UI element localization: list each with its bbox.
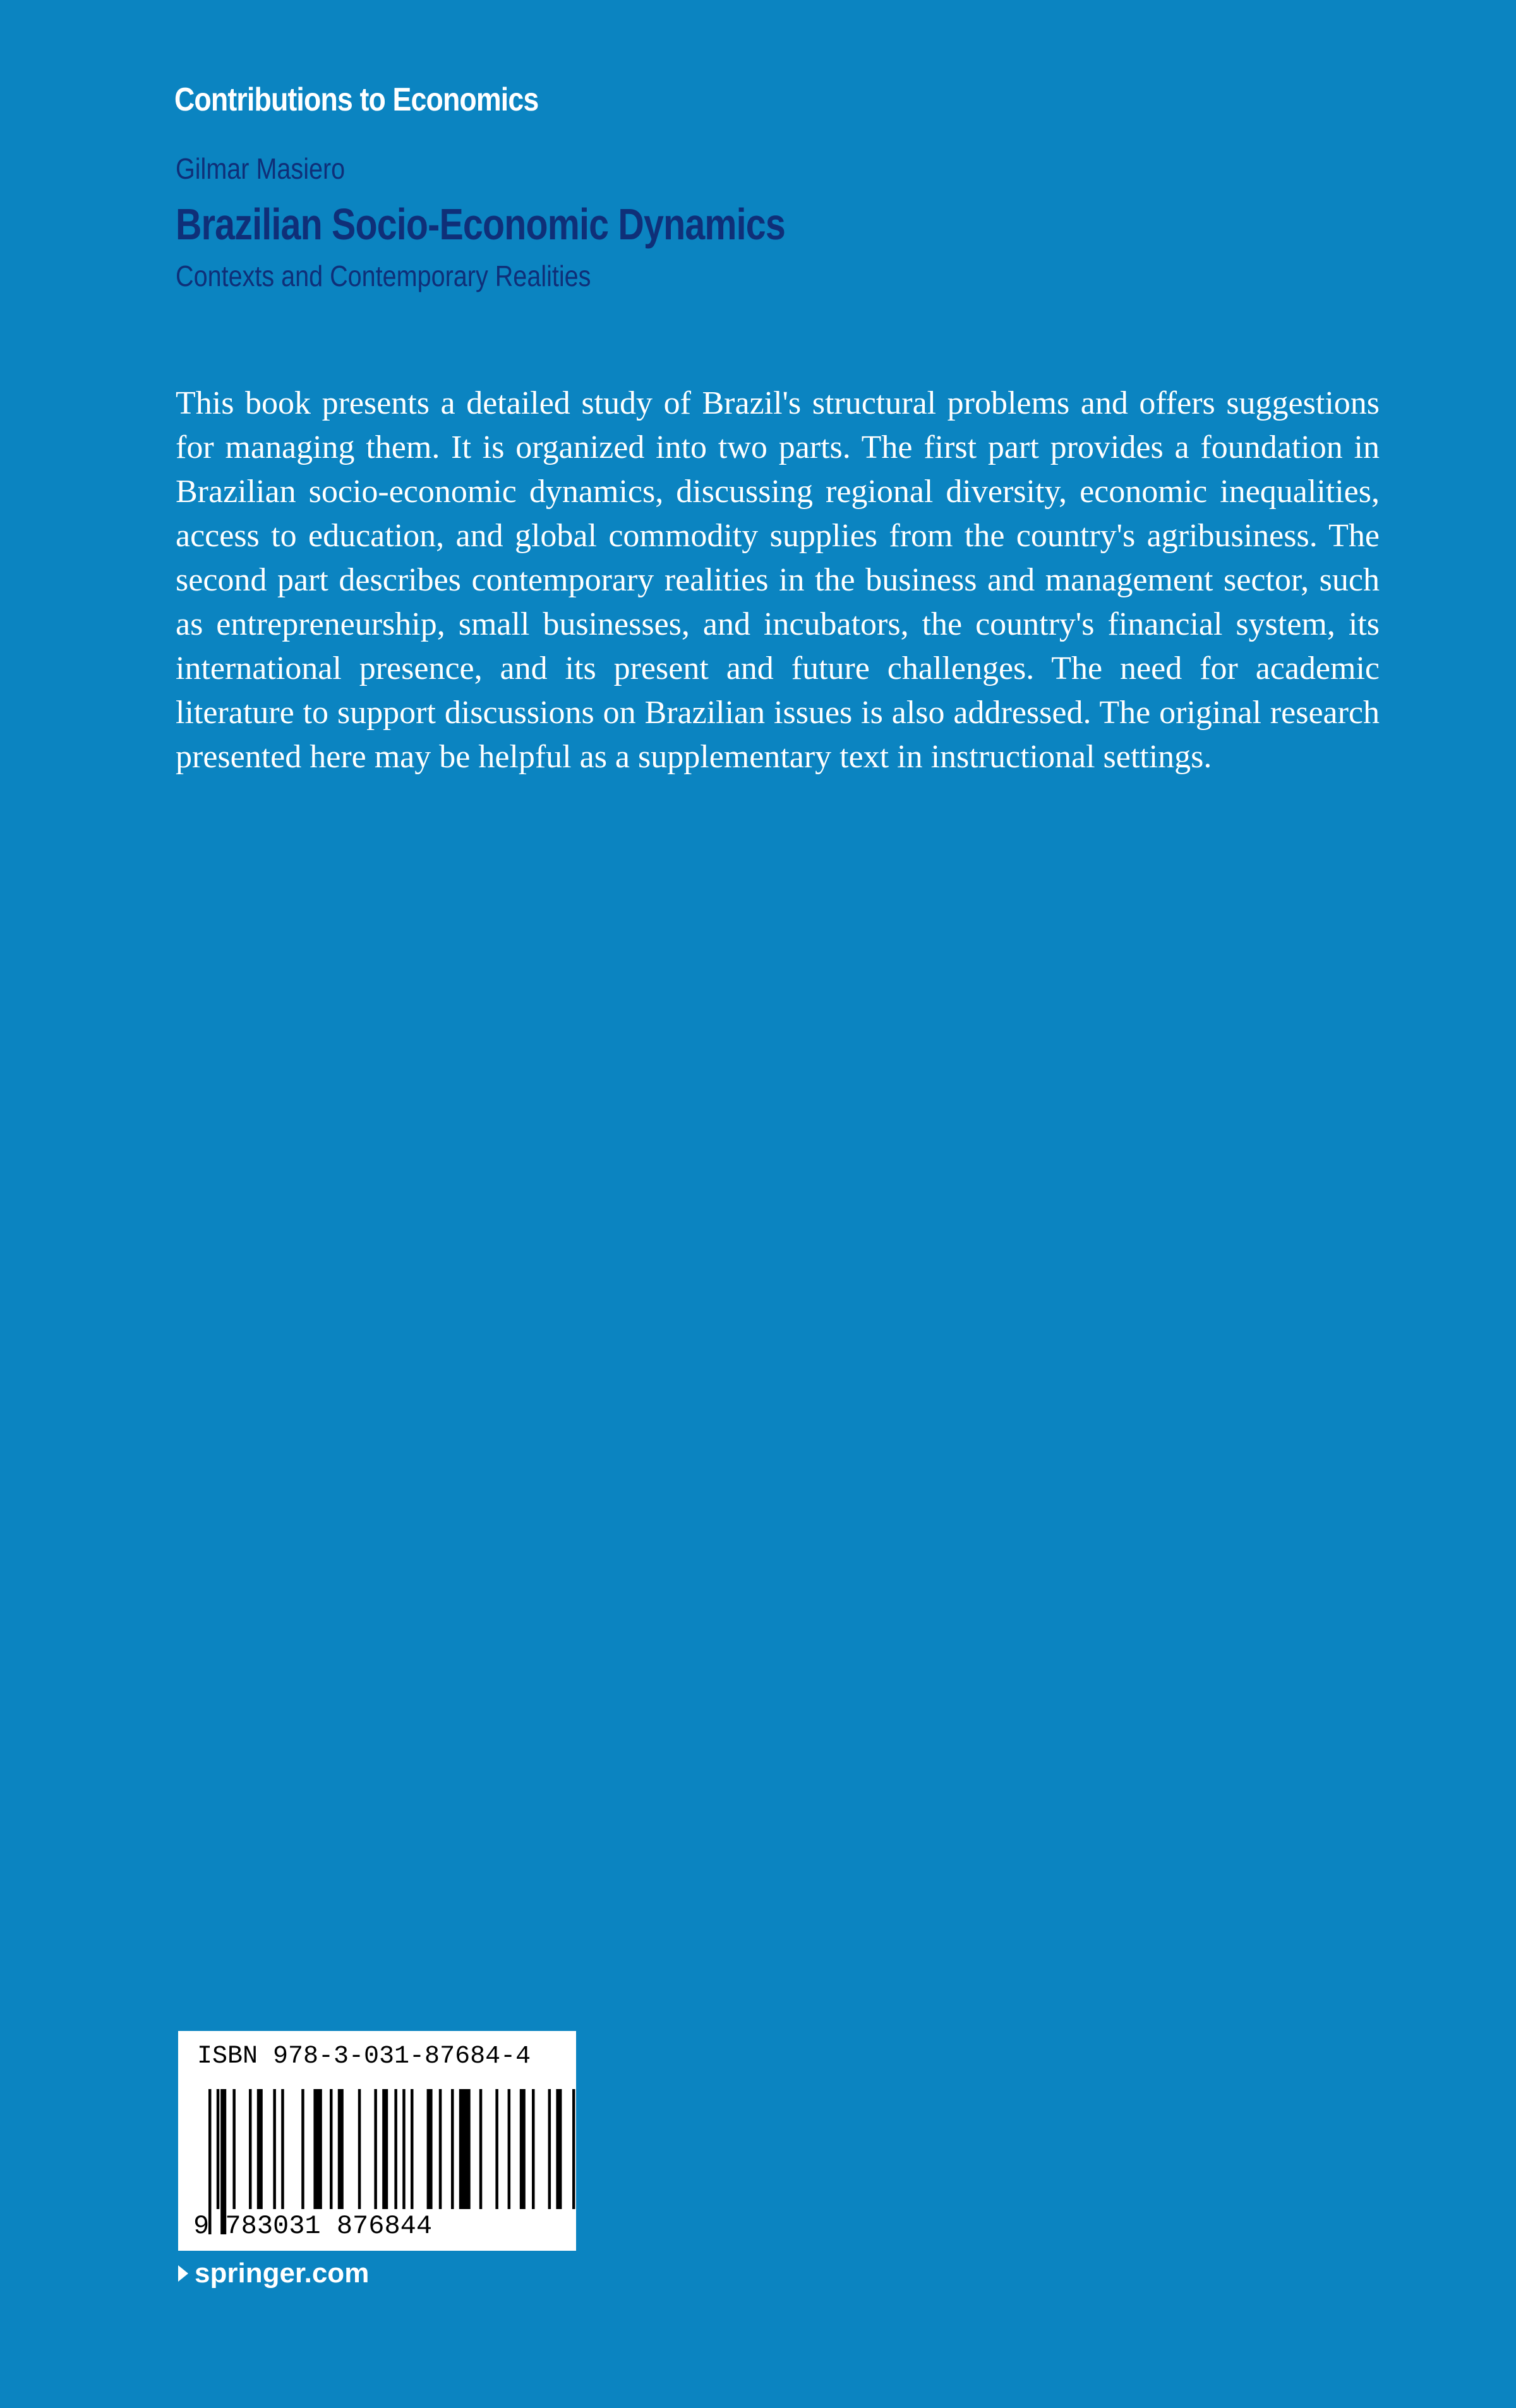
barcode-bar	[313, 2089, 322, 2209]
barcode-bar	[572, 2089, 575, 2209]
barcode-bar	[217, 2089, 220, 2209]
barcode-bar	[495, 2089, 498, 2209]
series-title: Contributions to Economics	[174, 81, 539, 118]
barcode-bar	[338, 2089, 344, 2209]
barcode-bar	[257, 2089, 263, 2209]
triangle-right-icon	[178, 2265, 188, 2282]
isbn-label: ISBN 978-3-031-87684-4	[197, 2042, 531, 2071]
barcode-bar	[330, 2089, 333, 2209]
book-description: This book presents a detailed study of Brazil's structural problems and offers suggestions for managing them. It is organized into two parts. The first part provides a foundation in Brazilian socio-economic dynamics, discussing regional diversity, economic inequalities, access to education, and global commodity supplies from the country's agribusiness. The second part describes contemporary realities in the business and management sector, such as entrepreneurship, small businesses, and incubators, the country's financial system, its international presence, and its present and future challenges. The need for academic literature to support discussions on Brazilian issues is also addressed. The original research presented here may be helpful as a supplementary text in instructional settings.	[176, 385, 1380, 775]
barcode-bar	[459, 2089, 471, 2209]
book-subtitle: Contexts and Contemporary Realities	[176, 260, 591, 292]
barcode-bar	[548, 2089, 551, 2209]
barcode-bar	[532, 2089, 535, 2209]
barcode-bar	[273, 2089, 276, 2209]
barcode-bar	[249, 2089, 252, 2209]
barcode-bar	[394, 2089, 397, 2209]
barcode-bar	[232, 2089, 236, 2209]
barcode-bar	[411, 2089, 414, 2209]
barcode-bar	[508, 2089, 511, 2209]
barcode-bar	[451, 2089, 454, 2209]
barcode-bar	[374, 2089, 377, 2209]
springer-website: springer.com	[195, 2258, 370, 2289]
barcode-bar	[439, 2089, 442, 2209]
barcode-bar	[479, 2089, 483, 2209]
barcode-bar	[281, 2089, 284, 2209]
book-title: Brazilian Socio-Economic Dynamics	[176, 200, 785, 249]
barcode-bar	[382, 2089, 388, 2209]
springer-link[interactable]	[178, 2258, 369, 2289]
barcode-bar	[520, 2089, 526, 2209]
barcode-bar	[556, 2089, 562, 2209]
barcode-box	[178, 2031, 576, 2251]
author-name: Gilmar Masiero	[176, 152, 346, 185]
barcode-bar	[427, 2089, 433, 2209]
barcode-bar	[402, 2089, 406, 2209]
barcode-bar	[301, 2089, 304, 2209]
barcode-bar	[358, 2089, 361, 2209]
ean-digits: 9 783031 876844	[193, 2211, 433, 2241]
